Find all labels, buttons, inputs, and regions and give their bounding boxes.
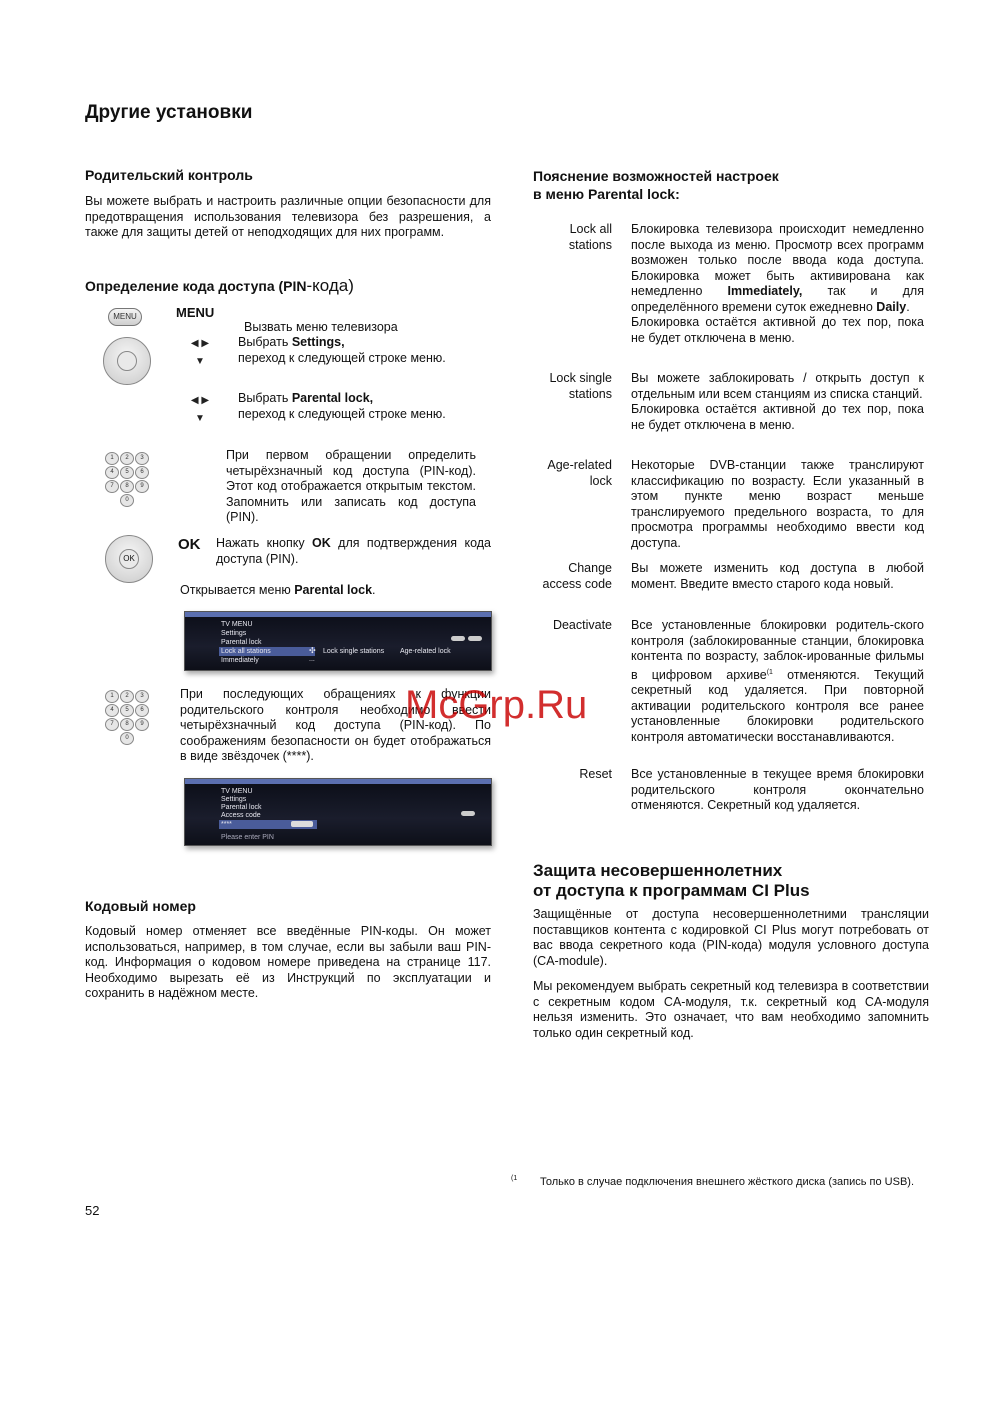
option-desc: Все установленные в текущее время блокировки родительского контроля окончательно отменяются. Секретный код удаляется. [631,767,924,812]
tv-nav-icon: ✣ [309,646,316,655]
step-settings-prefix: Выбрать [238,335,292,349]
menu-key-icon: MENU [108,308,142,326]
parental-heading: Родительский контроль [85,167,253,183]
option-label: Age-related lock [547,458,612,488]
tv-line: Parental lock [221,639,262,646]
key-icon: 9 [135,480,149,493]
dpad-icon [103,337,151,385]
code-text: Кодовый номер отменяет все введённые PIN-коды. Он может использоваться, например, в том случае, если вы забыли ваш PIN-код. Информация о кодовом номере приведена на странице 117. Необходимо вырезать её из Инструкций по эксплуатации и сохранить в надёжном месте. [85,924,491,1000]
ci-heading-line1: Защита несовершеннолетних [533,861,783,880]
desc-bold: Daily [876,299,907,314]
number-keypad-icon-2 [105,690,149,746]
option-desc [631,222,924,346]
tv-line: Immediately [221,657,259,664]
opens-prefix: Открывается меню [180,583,295,597]
down-arrow-icon-2: ▼ [195,413,205,424]
option-desc: Некоторые DVB-станции также транслируют классификацию по возрасту. Если указанный в этом пункте меню возраст меньше транслируемого предельного возраста, то для просмотра программы необходимо ввести код доступа. [631,458,924,550]
step-settings [238,335,462,366]
tv-option: Lock single stations [323,648,385,655]
key-icon: 2 [120,690,134,703]
left-right-arrows-icon-2: ◀ ▶ [190,395,210,406]
tv-menu-screenshot-1 [184,611,492,671]
desc-part: Блокировка остаётся активной до тех пор, пока не будет отключена в меню. [631,402,924,432]
parental-text: Вы можете выбрать и настроить различные опции безопасности для предотвращения использования телевизора без разрешения, а также для защиты детей от неподходящих для них программ. [85,194,491,239]
page-number: 52 [85,1203,100,1218]
tv-line: Settings [221,630,247,637]
step-ok-bold: OK [312,536,331,550]
key-icon: 1 [105,452,119,465]
step-ok-rest: для подтверждения кода доступа (PIN). [216,536,491,566]
ok-center-icon: OK [119,549,139,569]
tv-button-icon [461,811,475,816]
footnote-mark: (1 [511,1175,518,1182]
desc-part: Блокировка остаётся активной до тех пор, пока не будет отключена в меню. [631,315,924,345]
desc-part: так и для определённого времени суток ежедневно [631,284,924,314]
step-later-pin: При последующих обращениях к функции родительского контроля необходимо ввести четырёхзначный код доступа (PIN-код). По соображениям безопасности он будет отображаться в виде звёздочек (****). [180,687,491,763]
step-parental-bold: Parental lock, [291,391,374,405]
pin-heading-tail: -кода) [306,276,354,295]
desc-part: . [906,299,910,314]
ok-dpad-icon [105,535,153,583]
ci-heading-line2: от доступа к программам CI Plus [533,881,810,900]
tv-pin-stars: **** [221,821,232,828]
tv-line: TV MENU [221,621,253,628]
key-icon: 0 [120,732,134,745]
tv-hint: Please enter PIN [221,834,274,841]
step-settings-bold: Settings, [291,335,345,349]
option-label: Lock all stations [568,222,612,252]
key-icon: 6 [135,704,149,717]
watermark: McGrp.Ru [405,683,588,727]
ci-text-1: Защищённые от доступа несовершеннолетними трансляции поставщиков контента с кодировкой CI Plus могут потребовать от вас ввода секретного кода (PIN-кода) модуля условного доступа (CA-module). [533,907,929,968]
key-icon: 9 [135,718,149,731]
key-icon: 5 [120,466,134,479]
code-heading: Кодовый номер [85,898,196,914]
pin-heading [85,276,354,296]
dpad-center-icon [117,351,137,371]
tv-line: Settings [221,796,247,803]
expl-heading-line2: в меню Parental lock: [533,186,680,202]
tv-line: Access code [221,812,261,819]
footnote-ref: (1 [766,668,773,676]
tv-dots: ... [309,656,315,663]
expl-heading [533,167,779,203]
page-title: Другие установки [85,102,253,123]
key-icon: 6 [135,466,149,479]
step-parental-prefix: Выбрать [238,391,292,405]
key-icon: 7 [105,718,119,731]
ci-text-2: Мы рекомендуем выбрать секретный код телевизра в соответствии с секретным кодом CA-модуля, т.к. секретный код CA-модуля нельзя изменить. Это означает, что вам необходимо запомнить только один секретный код. [533,979,929,1040]
tv-topbar [185,779,491,784]
opens-bold: Parental lock [294,583,373,597]
left-right-arrows-icon: ◀ ▶ [190,338,210,349]
ok-key-label: OK [178,536,201,553]
key-icon: 3 [135,452,149,465]
step-parental [238,391,462,422]
desc-part: Вы можете заблокировать / открыть доступ к отдельным или всем станциям из списка станций. [631,371,924,401]
footnote-text: Только в случае подключения внешнего жёсткого диска (запись по USB). [540,1176,915,1188]
tv-button-icon [468,636,482,641]
key-icon: 7 [105,480,119,493]
opens-menu-text [180,583,376,599]
tv-line: Lock all stations [221,648,271,655]
option-desc [631,618,924,745]
tv-line: TV MENU [221,788,253,795]
key-icon: 8 [120,718,134,731]
tv-button-icon [451,636,465,641]
pin-heading-main: Определение кода доступа (PIN [85,278,307,294]
option-label: Lock single stations [549,371,612,401]
key-icon: 3 [135,690,149,703]
key-icon: 4 [105,704,119,717]
tv-menu-screenshot-2 [184,778,492,846]
desc-part: Блокировка телевизора происходит немедленно после выхода из меню. Просмотр всех программ возможен только после ввода кода доступа. Блокировка может быть активирована как немедленно [631,222,924,298]
step-settings-rest: переход к следующей строке меню. [238,350,446,365]
down-arrow-icon: ▼ [195,356,205,367]
expl-heading-line1: Пояснение возможностей настроек [533,168,779,184]
number-keypad-icon [105,452,149,508]
tv-line: Parental lock [221,804,262,811]
key-icon: 0 [120,494,134,507]
menu-key-label: MENU [176,305,215,320]
desc-bold: Immediately, [727,284,803,298]
option-label: Change access code [542,561,612,591]
tv-option: Age-related lock [400,648,451,655]
opens-suffix: . [372,583,376,597]
menu-desc: Вызвать меню телевизора [244,320,398,334]
step-ok-prefix: Нажать кнопку [216,536,313,550]
option-label: Deactivate [552,618,612,632]
desc-part: Все установленные блокировки родитель-ского контроля (заблокированные станции, блокировка контента по возрасту, заблок-ированные фильмы в цифровом архиве [631,618,924,682]
key-icon: 4 [105,466,119,479]
ci-heading [533,861,810,901]
key-icon: 1 [105,690,119,703]
desc-part: отменяются. Текущий секретный код удаляется. При повторной активации родительского контроля все ранее установленные блокировки родительского контроля автоматически восстанавливаются. [631,667,924,744]
tv-keypad-icon [291,821,313,827]
key-icon: 2 [120,452,134,465]
option-label: Reset [579,767,612,781]
tv-topbar [185,612,491,617]
option-desc: Вы можете изменить код доступа в любой момент. Введите вместо старого кода новый. [631,561,924,591]
step-first-pin: При первом обращении определить четырёхзначный код доступа (PIN-код). Этот код отображается открытым текстом. Запомнить или записать код доступа (PIN). [226,448,476,524]
key-icon: 5 [120,704,134,717]
step-parental-rest: переход к следующей строке меню. [238,406,446,421]
key-icon: 8 [120,480,134,493]
step-ok [216,536,491,567]
option-desc [631,371,924,433]
